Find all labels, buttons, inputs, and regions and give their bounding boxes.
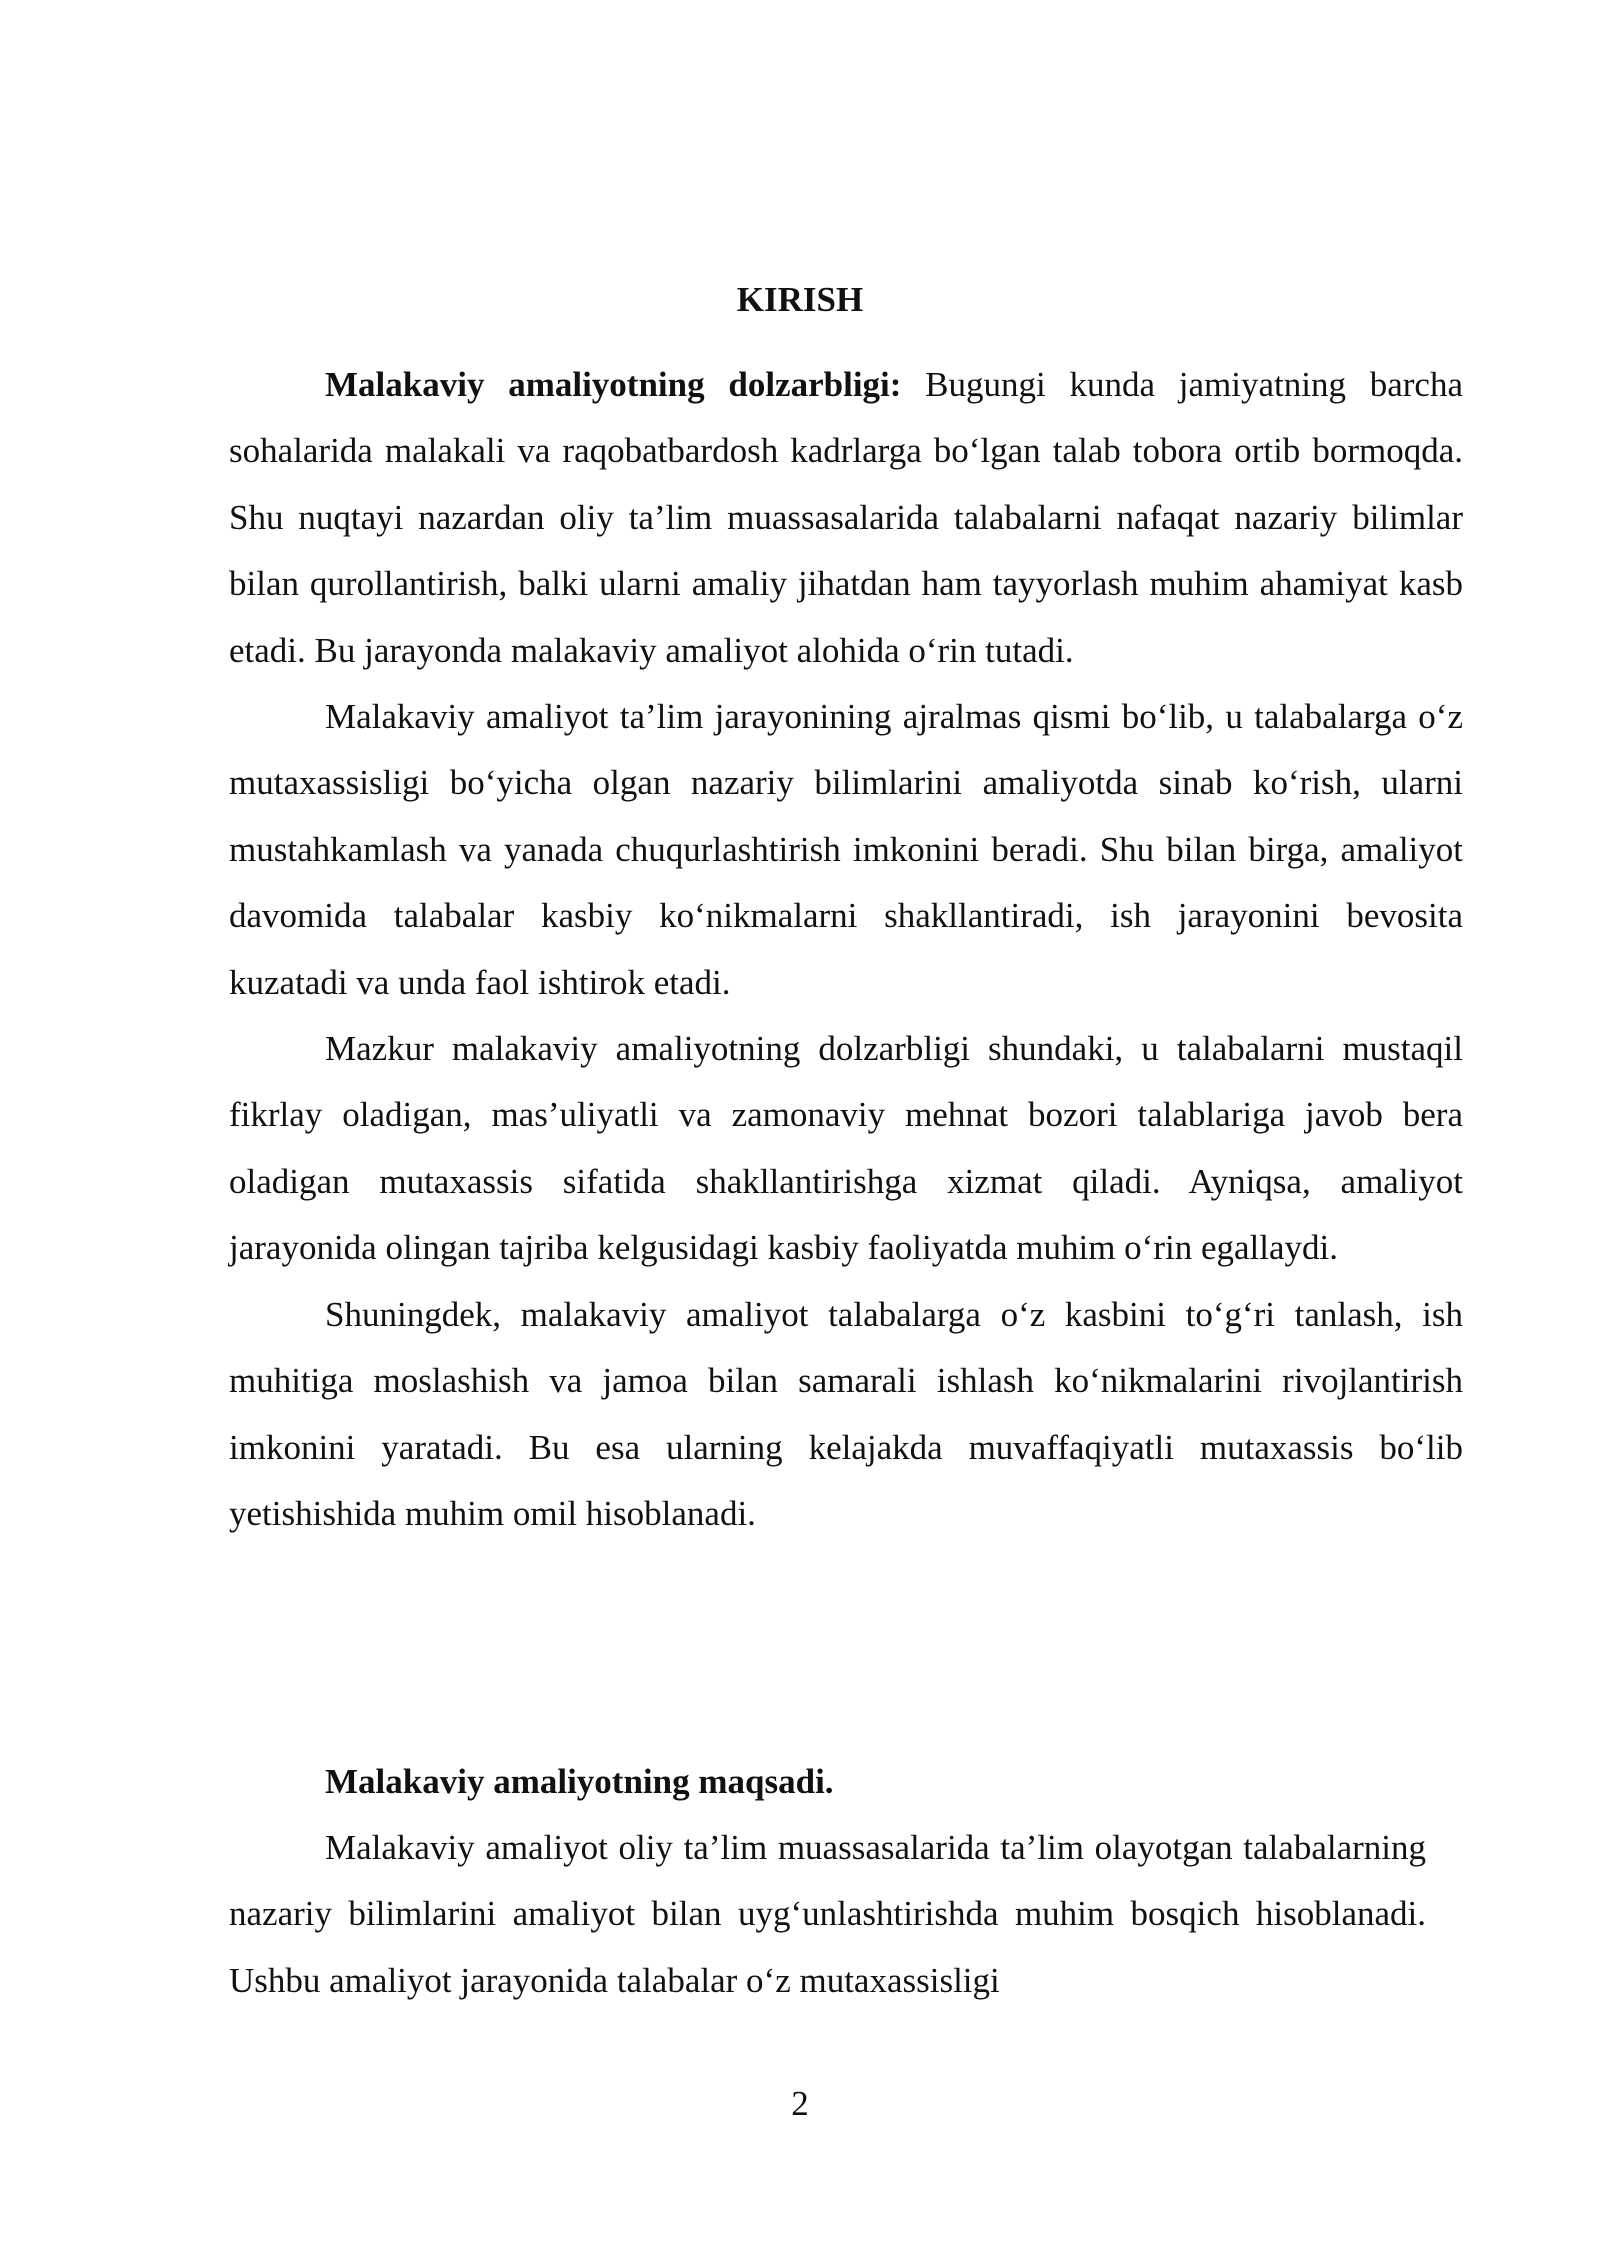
paragraph: Malakaviy amaliyot ta’lim jarayonining ajralmas qismi bo‘lib, u talabalarga o‘z mutaxassisligi bo‘yicha olgan nazariy bilimlarini amaliyotda sinab ko‘rish, ularni mustahkamlash va yanada chuqurlashtirish imkonini beradi. Shu bilan birga, amaliyot davomida talabalar kasbiy ko‘nikmalarni shakllantiradi, ish jarayonini bevosita kuzatadi va unda faol ishtirok etadi. [229, 697, 1463, 1002]
section-heading: KIRISH [736, 280, 864, 319]
body-text-block [229, 1815, 1426, 2014]
section-subheading: Malakaviy amaliyotning maqsadi. [325, 1762, 834, 1801]
body-text-block [229, 352, 1463, 1547]
paragraph-text: Bugungi kunda jamiyatning barcha sohalarida malakali va raqobatbardosh kadrlarga bo‘lgan talab tobora ortib bormoqda. Shu nuqtayi nazardan oliy ta’lim muassasalarida talabalarni nafaqat nazariy bilimlar bilan qurollantirish, balki ularni amaliy jihatdan ham tayyorlash muhim ahamiyat kasb etadi. Bu jarayonda malakaviy amaliyot alohida o‘rin tutadi. [229, 365, 1463, 670]
page-number: 2 [791, 2084, 809, 2123]
paragraph: Malakaviy amaliyot oliy ta’lim muassasalarida ta’lim olayotgan talabalarning nazariy bilimlarini amaliyot bilan uyg‘unlashtirishda muhim bosqich hisoblanadi. Ushbu amaliyot jarayonida talabalar o‘z mutaxassisligi [229, 1828, 1426, 2000]
paragraph: Mazkur malakaviy amaliyotning dolzarbligi shundaki, u talabalarni mustaqil fikrlay oladigan, mas’uliyatli va zamonaviy mehnat bozori talablariga javob bera oladigan mutaxassis sifatida shakllantirishga xizmat qiladi. Ayniqsa, amaliyot jarayonida olingan tajriba kelgusidagi kasbiy faoliyatda muhim o‘rin egallaydi. [229, 1029, 1463, 1268]
paragraph-relevance [229, 352, 1463, 684]
paragraph: Shuningdek, malakaviy amaliyot talabalarga o‘z kasbini to‘g‘ri tanlash, ish muhitiga moslashish va jamoa bilan samarali ishlash ko‘nikmalarini rivojlantirish imkonini yaratadi. Bu esa ularning kelajakda muvaffaqiyatli mutaxassis bo‘lib yetishishida muhim omil hisoblanadi. [229, 1294, 1463, 1533]
paragraph-lead: Malakaviy amaliyotning dolzarbligi: [325, 365, 902, 404]
